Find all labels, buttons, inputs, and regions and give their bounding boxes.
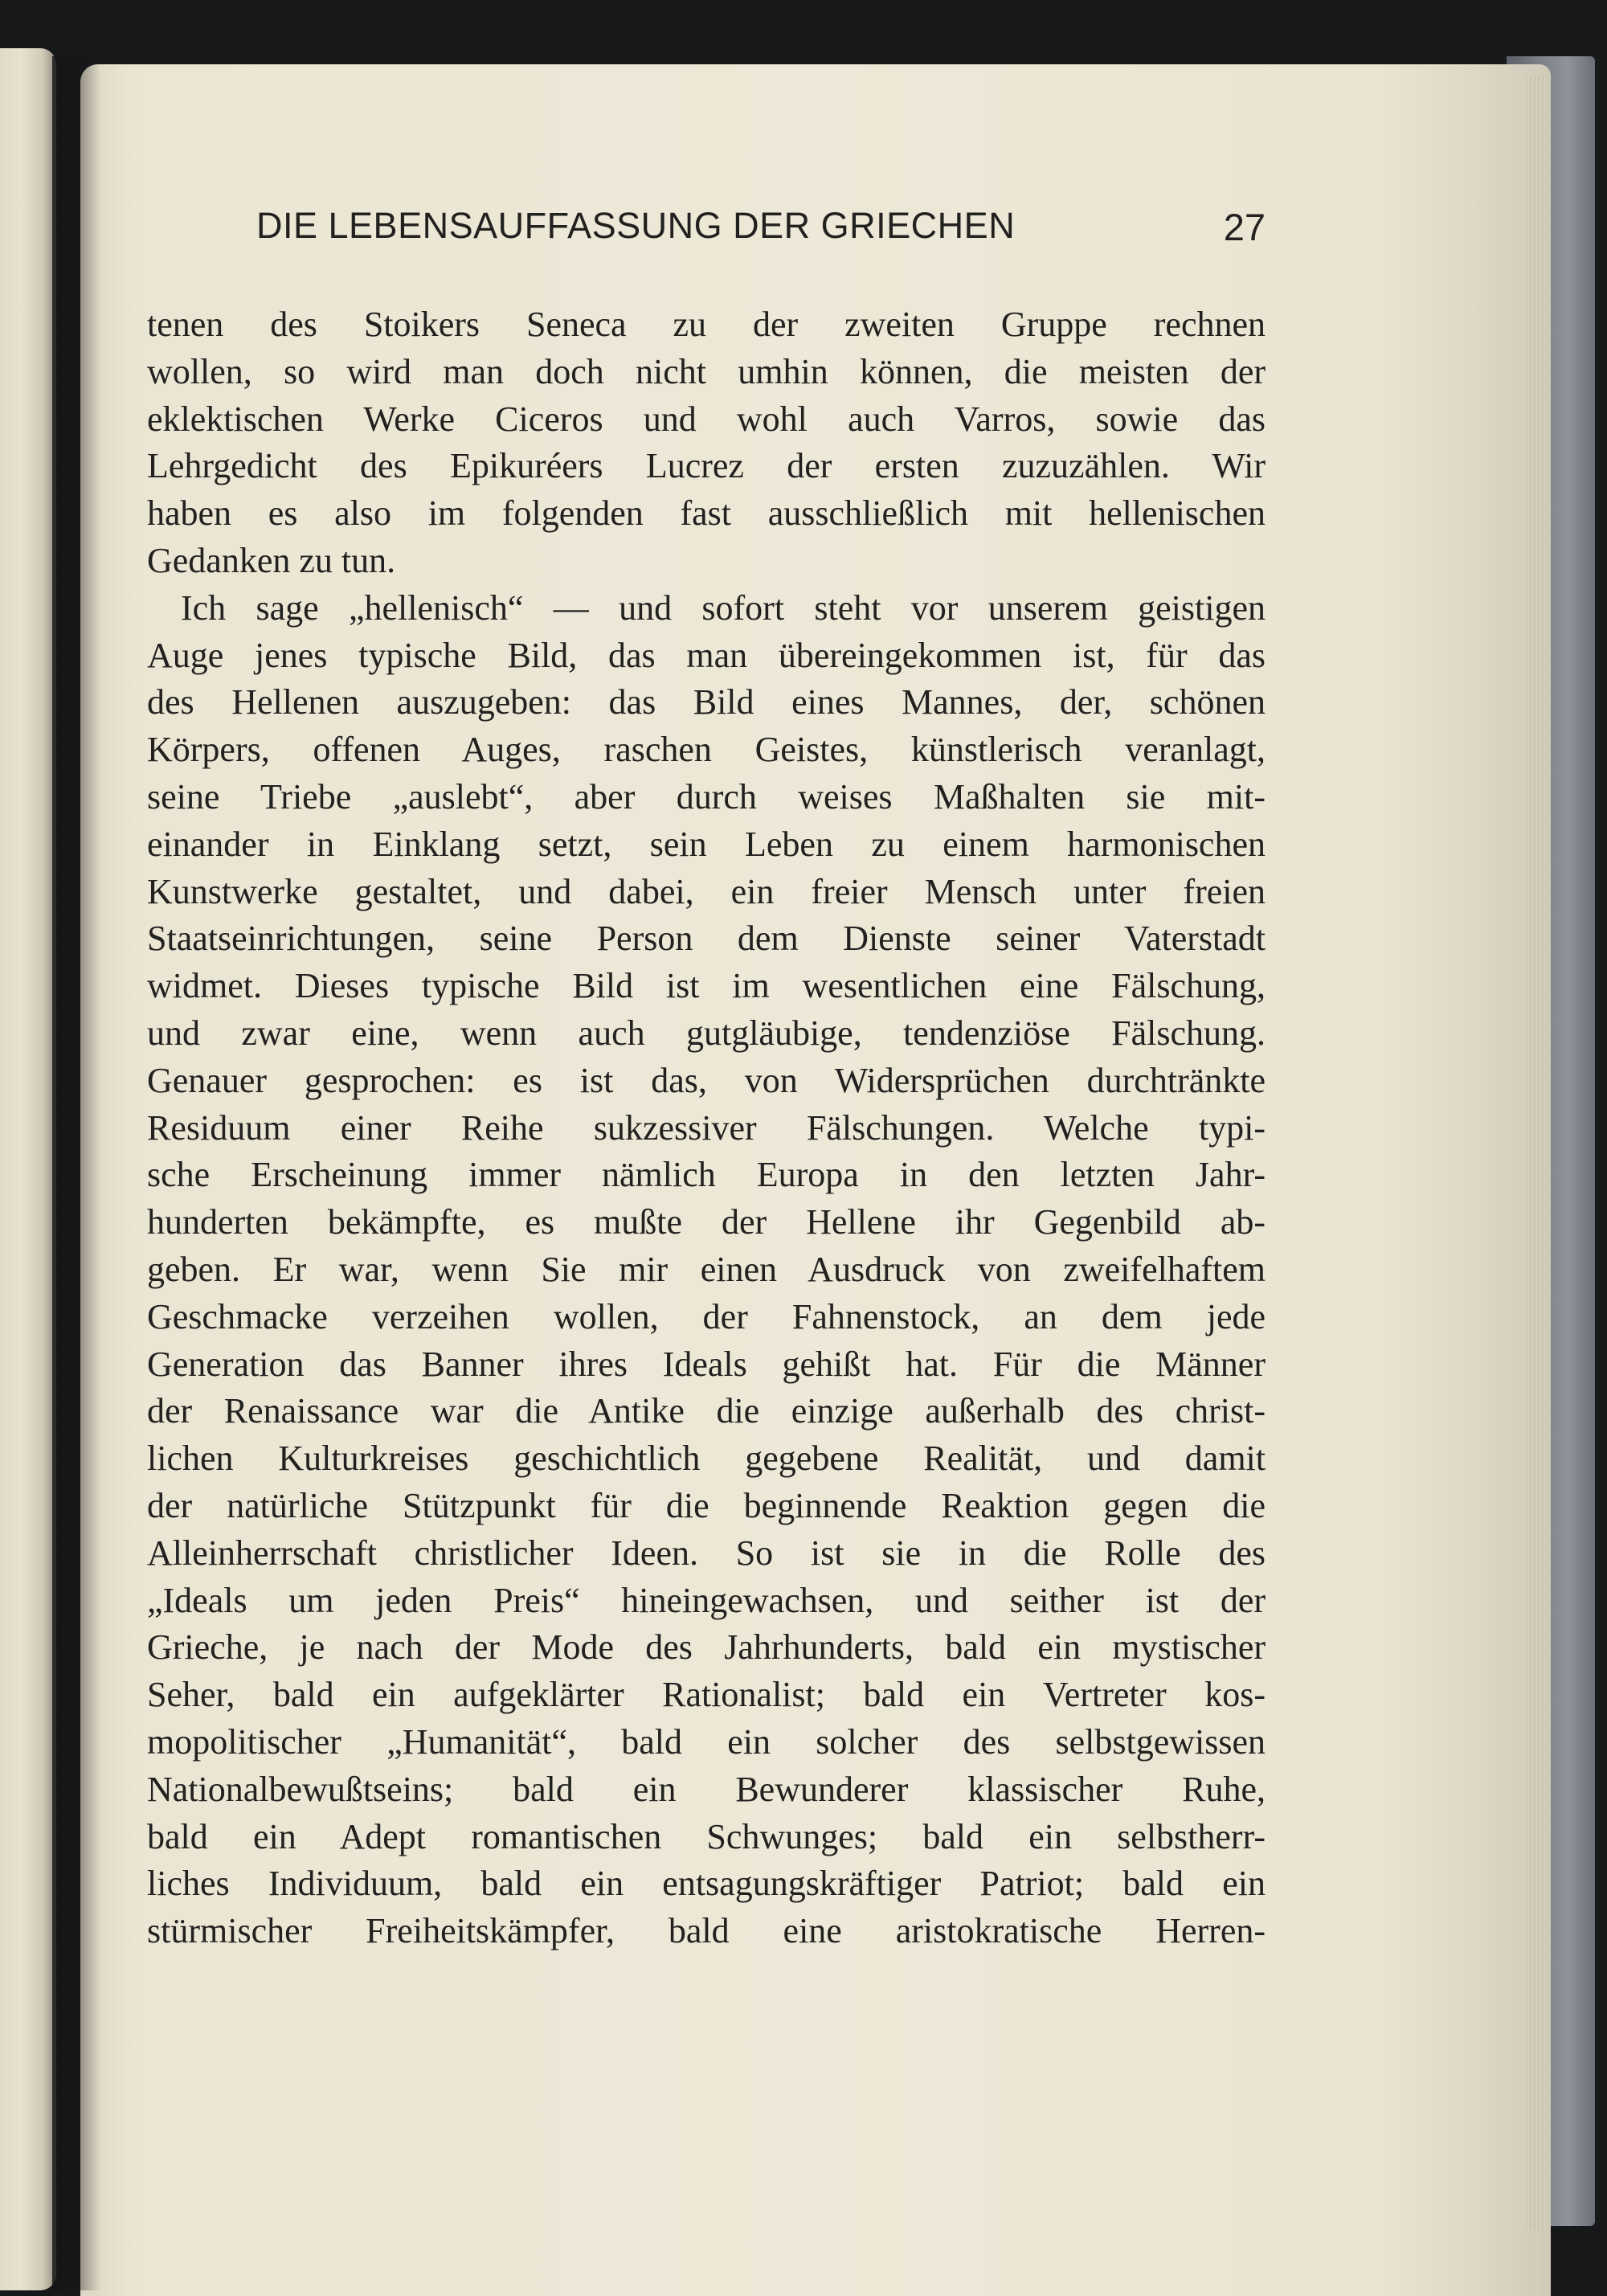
page-content	[147, 205, 1266, 1955]
text-line: Grieche, je nach der Mode des Jahrhunderts, bald ein mystischer	[147, 1627, 1266, 1668]
text-line: Staatseinrichtungen, seine Person dem Dienste seiner Vaterstadt	[147, 919, 1266, 959]
text-line: einander in Einklang setzt, sein Leben zu einem harmonischen	[147, 824, 1266, 864]
page-block-edge	[1527, 76, 1546, 2230]
text-line: Geschmacke verzeihen wollen, der Fahnenstock, an dem jede	[147, 1296, 1266, 1336]
text-line: Kunstwerke gestaltet, und dabei, ein freier Mensch unter freien	[147, 871, 1266, 911]
text-line: widmet. Dieses typische Bild ist im wesentlichen eine Fälschung,	[147, 966, 1266, 1006]
text-line: lichen Kulturkreises geschichtlich gegebene Realität, und damit	[147, 1439, 1266, 1479]
text-line: Generation das Banner ihres Ideals gehißt hat. Für die Männer	[147, 1344, 1266, 1384]
text-line: mopolitischer „Humanität“, bald ein solcher des selbstgewissen	[147, 1721, 1266, 1762]
text-line: Gedanken zu tun.	[147, 540, 396, 580]
text-line: Genauer gesprochen: es ist das, von Widersprüchen durchtränkte	[147, 1060, 1266, 1100]
text-line: sche Erscheinung immer nämlich Europa in den letzten Jahr-	[147, 1155, 1266, 1195]
text-line: Alleinherrschaft christlicher Ideen. So ist sie in die Rolle des	[147, 1533, 1266, 1573]
text-line: Auge jenes typische Bild, das man übereingekommen ist, für das	[147, 635, 1266, 675]
page-number: 27	[1223, 206, 1266, 248]
body-text	[147, 301, 1266, 1955]
text-line: Nationalbewußtseins; bald ein Bewunderer klassischer Ruhe,	[147, 1769, 1266, 1809]
spine-shadow	[52, 56, 100, 2290]
text-line: seine Triebe „auslebt“, aber durch weises Maßhalten sie mit-	[147, 776, 1266, 816]
text-line: der natürliche Stützpunkt für die beginnende Reaktion gegen die	[147, 1485, 1266, 1525]
text-line: liches Individuum, bald ein entsagungskräftiger Patriot; bald ein	[147, 1864, 1266, 1904]
text-line: stürmischer Freiheitskämpfer, bald eine aristokratische Herren-	[147, 1911, 1266, 1951]
text-line: bald ein Adept romantischen Schwunges; bald ein selbstherr-	[147, 1816, 1266, 1856]
text-line: wollen, so wird man doch nicht umhin können, die meisten der	[147, 351, 1266, 391]
text-line: tenen des Stoikers Seneca zu der zweiten Gruppe rechnen	[147, 305, 1266, 344]
text-line: des Hellenen auszugeben: das Bild eines Mannes, der, schönen	[147, 682, 1266, 722]
text-line: Seher, bald ein aufgeklärter Rationalist; bald ein Vertreter kos-	[147, 1675, 1266, 1715]
text-line: geben. Er war, wenn Sie mir einen Ausdruck von zweifelhaftem	[147, 1249, 1266, 1289]
text-line: eklektischen Werke Ciceros und wohl auch Varros, sowie das	[147, 399, 1266, 439]
text-line: „Ideals um jeden Preis“ hineingewachsen, und seither ist der	[147, 1580, 1266, 1620]
text-line: und zwar eine, wenn auch gutgläubige, tendenziöse Fälschung.	[147, 1013, 1266, 1053]
text-line: haben es also im folgenden fast ausschließlich mit hellenischen	[147, 493, 1266, 534]
running-header	[147, 205, 1266, 261]
text-line: Ich sage „hellenisch“ — und sofort steht vor unserem geistigen	[181, 587, 1266, 628]
text-line: der Renaissance war die Antike die einzige außerhalb des christ-	[147, 1391, 1266, 1431]
facing-page-edge	[0, 48, 56, 2290]
text-line: Körpers, offenen Auges, raschen Geistes, künstlerisch veranlagt,	[147, 730, 1266, 770]
text-line: Lehrgedicht des Epikuréers Lucrez der ersten zuzuzählen. Wir	[147, 446, 1266, 486]
text-line: Residuum einer Reihe sukzessiver Fälschungen. Welche typi-	[147, 1107, 1266, 1148]
running-title: DIE LEBENSAUFFASSUNG DER GRIECHEN	[256, 205, 1016, 246]
text-line: hunderten bekämpfte, es mußte der Hellene ihr Gegenbild ab-	[147, 1202, 1266, 1242]
